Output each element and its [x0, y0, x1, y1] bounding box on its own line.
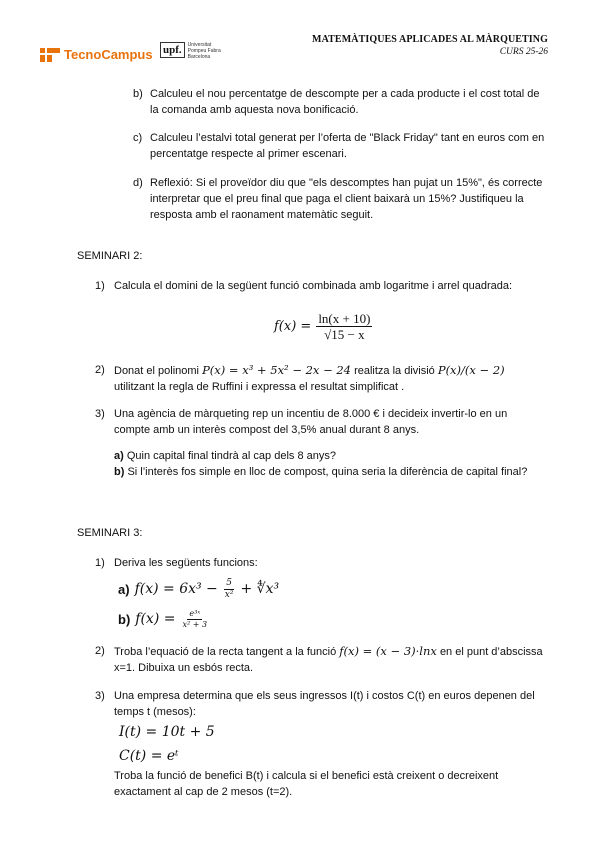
item-line: Reflexió: Si el proveïdor diu que "els descomptes han pujat un 15%", és correcte: [150, 177, 543, 189]
subquestion-label: b): [114, 466, 125, 478]
upf-logo-line: Pompeu Fabra: [187, 48, 221, 54]
question-text: Deriva les següents funcions:: [114, 557, 258, 569]
formula-numerator: ln(x + 10): [318, 311, 371, 326]
derivative-label: b): [118, 611, 131, 627]
question-number: 2): [95, 364, 105, 376]
question-text: x=1. Dibuixa un esbós recta.: [114, 662, 254, 674]
course-label: CURS 25-26: [499, 47, 548, 57]
question-text: compte amb un interès compost del 3,5% anual durant 8 anys.: [114, 424, 420, 436]
derivative-root: + ∜x³: [240, 581, 280, 597]
subquestion-text: Si l’interès fos simple en lloc de compost, quina seria la diferència de capital final?: [127, 466, 528, 478]
seminar-3-title: SEMINARI 3:: [77, 527, 143, 539]
question-number: 1): [95, 280, 105, 292]
formula-lhs: f(x) =: [274, 319, 312, 334]
domain-formula: [274, 311, 372, 342]
derivative-label: a): [118, 581, 130, 597]
derivative-a: [118, 574, 279, 604]
question-text: utilitzant la regla de Ruffini i expressa el resultat simplificat .: [114, 381, 405, 393]
item-label: d): [133, 177, 143, 189]
formula-fraction: [316, 311, 372, 342]
question-text: Troba la funció de benefici B(t) i calcula si el benefici està creixent o decreixent: [114, 770, 499, 782]
fraction-denominator: x² + 3: [182, 619, 208, 629]
item-line: Calculeu l’estalvi total generat per l’oferta de "Black Friday" tant en euros com en: [150, 132, 545, 144]
question-text: Calcula el domini de la següent funció combinada amb logaritme i arrel quadrada:: [114, 280, 513, 292]
upf-logo: [160, 42, 221, 60]
fraction-numerator: e³ˣ: [189, 608, 201, 618]
question-number: 3): [95, 408, 105, 420]
question-text: en el punt d’abscissa: [439, 646, 543, 658]
derivative-formula: f(x) = 6x³ −: [134, 581, 218, 597]
question-text: Troba l’equació de la recta tangent a la funció: [114, 646, 337, 658]
upf-logo-line: Universitat: [187, 42, 212, 48]
seminar-2-title: SEMINARI 2:: [77, 250, 143, 262]
question-text: Una agència de màrqueting rep un incentiu de 8.000 € i decideix invertir-lo en un: [114, 408, 508, 420]
subquestion-label: a): [114, 450, 124, 462]
sqrt-symbol: √: [324, 327, 332, 342]
question-text: Donat el polinomi: [114, 365, 199, 377]
sqrt-radicand: 15 − x: [331, 327, 365, 342]
division-expression: P(x)/(x − 2): [437, 363, 505, 377]
document-title: MATEMÀTIQUES APLICADES AL MÀRQUETING: [312, 34, 548, 45]
upf-logo-mark: upf.: [160, 42, 185, 58]
formula-denominator: [322, 327, 366, 342]
question-text: exactament al cap de 2 mesos (t=2).: [114, 786, 293, 798]
tecnocampus-logo-text: TecnoCampus: [64, 47, 153, 62]
question-text: Una empresa determina que els seus ingressos I(t) i costos C(t) en euros depenen del: [114, 690, 535, 702]
fraction-numerator: 5: [226, 577, 232, 588]
question-text: realitza la divisió: [354, 365, 435, 377]
item-label: b): [133, 88, 143, 100]
header: [0, 0, 600, 80]
item-line: interpretar que el preu final que paga el client baixarà un 15%? Justifiqueu la: [150, 193, 524, 205]
question-text: temps t (mesos):: [114, 706, 196, 718]
derivative-fraction: [180, 609, 209, 630]
question-number: 3): [95, 690, 105, 702]
fraction-denominator: x²: [224, 589, 234, 600]
revenue-equation: I(t) = 10t + 5: [119, 724, 215, 740]
item-line: la comanda amb aquesta nova bonificació.: [150, 104, 359, 116]
derivative-formula: f(x) =: [135, 611, 176, 627]
tecnocampus-logo-icon: [40, 48, 60, 62]
upf-logo-line: Barcelona: [187, 54, 211, 60]
subquestion-text: Quin capital final tindrà al cap dels 8 anys?: [126, 450, 336, 462]
item-label: c): [133, 132, 143, 144]
derivative-fraction: [223, 578, 236, 601]
item-line: Calculeu el nou percentatge de descompte per a cada producte i el cost total de: [150, 88, 540, 100]
polynomial: P(x) = x³ + 5x² − 2x − 24: [202, 363, 351, 377]
derivative-b: [118, 604, 209, 634]
tecnocampus-logo: [40, 47, 153, 62]
question-number: 2): [95, 645, 105, 657]
item-line: percentatge respecte al primer escenari.: [150, 148, 347, 160]
tangent-function: f(x) = (x − 3)·lnx: [339, 644, 437, 658]
item-line: resposta amb el raonament matemàtic seguit.: [150, 209, 374, 221]
cost-equation: C(t) = eᵗ: [119, 748, 179, 764]
question-number: 1): [95, 557, 105, 569]
